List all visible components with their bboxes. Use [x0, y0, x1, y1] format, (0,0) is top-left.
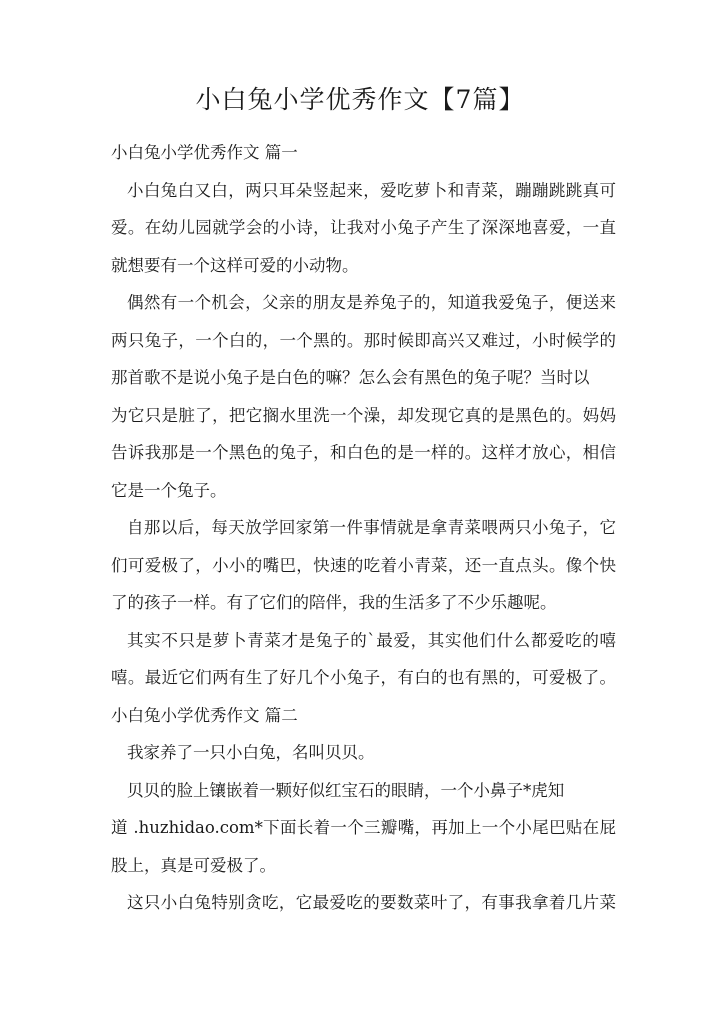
text-line: 两只兔子，一个白的，一个黑的。那时候即高兴又难过，小时候学的 [111, 330, 616, 350]
text-line: 我家养了一只小白兔，名叫贝贝。 [127, 743, 375, 762]
text-line: 这只小白兔特别贪吃，它最爱吃的要数菜叶了，有事我拿着几片菜 [127, 893, 616, 912]
text-line: 其实不只是萝卜青菜才是兔子的`最爱，其实他们什么都爱吃的嘻 [127, 630, 616, 650]
text-line: 那首歌不是说小兔子是白色的嘛？怎么会有黑色的兔子呢？当时以 [111, 368, 590, 387]
text-line: 它是一个兔子。 [111, 480, 227, 500]
section-heading: 小白兔小学优秀作文 篇二 [111, 705, 298, 725]
text-line: 告诉我那是一个黑色的兔子，和白色的是一样的。这样才放心，相信 [111, 443, 616, 462]
section-heading: 小白兔小学优秀作文 篇一 [111, 143, 298, 162]
text-line: 贝贝的脸上镶嵌着一颗好似红宝石的眼睛，一个小鼻子*虎知 [127, 780, 565, 800]
text-line: 偶然有一个机会，父亲的朋友是养兔子的，知道我爱兔子，便送来 [127, 293, 616, 312]
text-line: 就想要有一个这样可爱的小动物。 [111, 255, 359, 275]
text-line: 为它只是脏了，把它搁水里洗一个澡，却发现它真的是黑色的。妈妈 [111, 405, 616, 425]
document-body [111, 134, 616, 922]
text-line: 小白兔白又白，两只耳朵竖起来，爱吃萝卜和青菜，蹦蹦跳跳真可 [127, 180, 616, 200]
text-line: 们可爱极了，小小的嘴巴，快速的吃着小青菜，还一直点头。像个快 [111, 555, 616, 575]
text-line: 爱。在幼儿园就学会的小诗，让我对小兔子产生了深深地喜爱，一直 [111, 218, 616, 237]
text-line: 了的孩子一样。有了它们的陪伴，我的生活多了不少乐趣呢。 [111, 593, 557, 612]
text-line: 自那以后，每天放学回家第一件事情就是拿青菜喂两只小兔子，它 [127, 518, 616, 537]
text-line: 嘻。最近它们两有生了好几个小兔子，有白的也有黑的，可爱极了。 [111, 668, 616, 687]
text-line: 股上，真是可爱极了。 [111, 855, 276, 875]
document-title: 小白兔小学优秀作文【7篇】 [195, 85, 525, 114]
text-line: 道 .huzhidao.com*下面长着一个三瓣嘴，再加上一个小尾巴贴在屁 [111, 818, 616, 837]
